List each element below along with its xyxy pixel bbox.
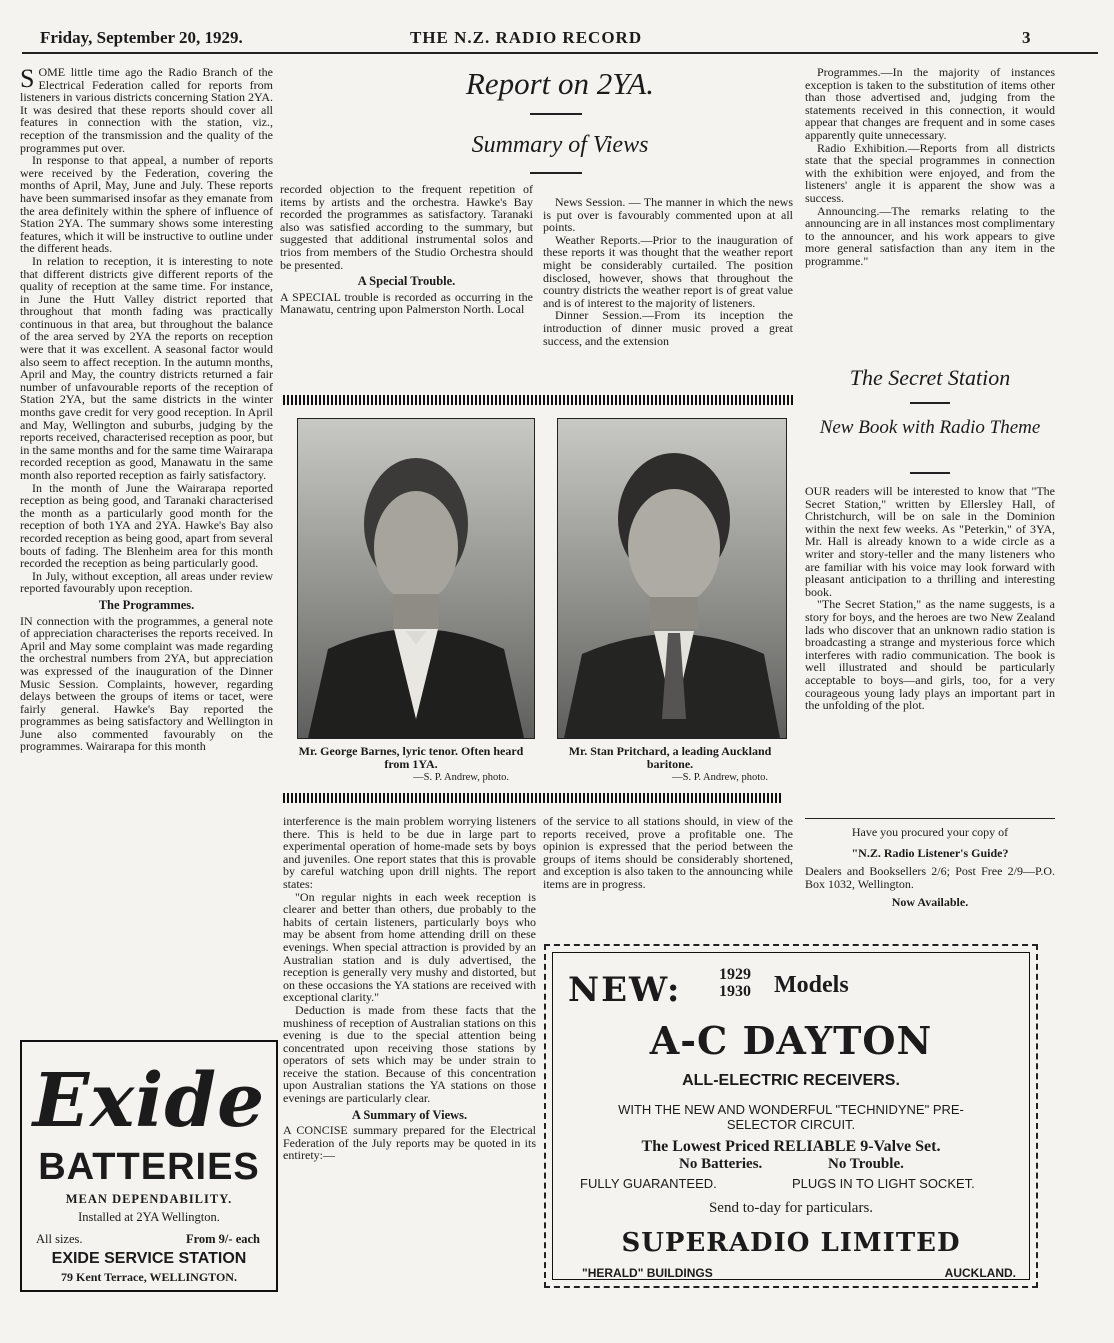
year-1929: 1929 [719, 966, 751, 983]
dayton-guaranteed: FULLY GUARANTEED. [580, 1176, 717, 1191]
intro-paragraph: SOME little time ago the Radio Branch of the Electrical Federation called for reports from listeners in various districts concerning Station 2YA. It was desired that these reports should cover all features in connection with the station, viz., reception of the transmission and the quality of the programmes put over. [20, 64, 273, 155]
article-column-3-bottom [543, 815, 793, 891]
dayton-no-trouble: No Trouble. [828, 1156, 904, 1172]
issue-date: Friday, September 20, 1929. [40, 28, 243, 47]
exide-product: BATTERIES [38, 1146, 260, 1188]
dayton-circuit: WITH THE NEW AND WONDERFUL "TECHNIDYNE" PRE-SELECTOR CIRCUIT. [618, 1102, 964, 1132]
exide-station: EXIDE SERVICE STATION [51, 1250, 247, 1267]
title-divider [530, 113, 582, 115]
secret-station-body [805, 485, 1055, 712]
paragraph: OUR readers will be interested to know that "The Secret Station," written by Ellersley Hall, of Christchurch, will be on sale in the Dominion within the next few weeks. As "Peterkin," of 3YA, Mr. Hall is already known to a wide circle as a writer and story-teller and the many listeners who are familiar with his voice may look forward with pleasant anticipation to a thrilling and interesting book. [805, 484, 1055, 599]
dayton-company: SUPERADIO LIMITED [621, 1228, 961, 1258]
dayton-tagline: ALL-ELECTRIC RECEIVERS. [682, 1072, 900, 1089]
dayton-no-batteries: No Batteries. [679, 1156, 763, 1172]
guide-title: "N.Z. Radio Listener's Guide? [851, 845, 1009, 860]
ornamental-rule-top [283, 395, 793, 405]
article-title: Report on 2YA. [465, 66, 655, 101]
secret-station-divider [910, 402, 950, 404]
guide-notice [805, 826, 1055, 909]
header-rule [22, 52, 1098, 54]
guide-question: Have you procured your copy of [851, 825, 1009, 839]
drop-cap-s: S [20, 64, 35, 93]
article-column-3-top [543, 196, 793, 347]
paragraph: In the month of June the Wairarapa reported reception as being good, and Taranaki characterised the month as a particularly good month for the reception of both 1YA and 2YA. Hawke's Bay also recorded reception as being good, apart from several bouts of fading. The Blenheim area for this month recorded the reception as being particularly good. [20, 480, 273, 571]
secret-station-subtitle: New Book with Radio Theme [819, 417, 1041, 438]
dayton-buildings: "HERALD" BUILDINGS [582, 1266, 713, 1280]
news-session-paragraph: News Session. — The manner in which the news is put over is favourably commented upon at all points. [543, 195, 793, 235]
paragraph: "The Secret Station," as the name suggests, is a story for boys, and the heroes are two New Zealand lads who discover that an unknown radio station is broadcasting a strange and mysterious force which interferes with radio communication. The book is well illustrated and should be particularly acceptable to boys—and girls, too, for a very courageous young lady plays an important part in the unfolding of the plot. [805, 597, 1055, 713]
portrait-image [558, 419, 786, 738]
article-column-2-top [280, 183, 533, 316]
dayton-years [719, 966, 751, 1000]
guide-available: Now Available. [891, 895, 969, 910]
paragraph: In relation to reception, it is interesting to note that different districts give different reports of the quality of reception at the same time. For instance, in June the Hutt Valley district reported that throughout that month fading was practically continuous in that area, but throughout the balance of the area served by 2YA the reports on reception were that it was excellent. A seasonal factor would also seem to affect reception. In the autumn months, April and May, the country districts returned a fair number of unfavourable reports of the reception of Station 2YA, but the same districts in the winter months gave credit for very good reception. In April and May, Wellington and suburbs, judging by the reports received, characterised reception as poor, but in the same months and for the same time Wairarapa recorded reception as good, Manawatu in the same month also reported reception as fairly satisfactory. [20, 253, 273, 482]
article-column-2-bottom [283, 815, 536, 1162]
article-subtitle: Summary of Views [471, 132, 649, 158]
exide-brand: Exide [32, 1058, 266, 1144]
dinner-session-paragraph: Dinner Session.—From its inception the introduction of dinner music proved a great success, and the extension [543, 308, 793, 348]
year-1930: 1930 [719, 983, 751, 1000]
page-number: 3 [1022, 28, 1031, 47]
programmes-note: Programmes.—In the majority of instances exception is taken to the substitution of items other than those advertised and, judging from the statements received in this connection, it would appear that changes are frequent and in some cases apparently quite unnecessary. [805, 65, 1055, 142]
paragraph: In July, without exception, all areas under review reported favourably upon reception. [20, 568, 273, 596]
article-column-1 [20, 66, 273, 753]
exide-price: From 9/- each [185, 1232, 260, 1246]
dayton-advertisement [544, 944, 1038, 1288]
programmes-paragraph: IN connection with the programmes, a general note of appreciation characterises the reports received. In April and May some complaint was made regarding the orchestral numbers from 2YA, but appreciation was expressed of the inauguration of the Dinner Music Session. Complaints, however, regarding delays between the groups of items or tacet, were fairly general. Hawke's Bay reported the programmes as being satisfactory and Wellington in June also commented favourably on the programmes. Wairarapa for this month [20, 613, 273, 754]
secret-station-title: The Secret Station [849, 365, 1011, 390]
photo-stan-pritchard [557, 418, 787, 739]
dayton-lowest-priced: The Lowest Priced RELIABLE 9-Valve Set. [641, 1138, 941, 1155]
photo-george-barnes [297, 418, 535, 739]
weather-paragraph: Weather Reports.—Prior to the inauguration of these reports it was thought that the weather report might be considerably curtailed. The position disclosed, however, shows that throughout the country districts the weather report is of great value and is of interest to the majority of listeners. [543, 232, 793, 310]
special-trouble-heading: A Special Trouble. [357, 274, 456, 289]
subtitle-divider [530, 172, 582, 174]
announcing-note: Announcing.—The remarks relating to the announcing are in all instances most complimentary to the announcer, and his work appears to give more general satisfaction than any item in the programme." [805, 203, 1055, 268]
programmes-heading: The Programmes. [98, 597, 195, 612]
dayton-city: AUCKLAND. [944, 1266, 1016, 1280]
dayton-new: NEW: [568, 970, 682, 1010]
quoted-paragraph: "On regular nights in each week reception is clearer and better than others, due probably to the habits of certain listeners, particularly boys who may be absent from home attending drill on these evenings. When special attraction is provided by an Australian station and is duly advertised, the reception is generally very mushy and distorted, but on these occasions the YA stations are received with exceptional clarity." [283, 889, 536, 1005]
photo-caption-barnes: Mr. George Barnes, lyric tenor. Often heard from 1YA. —S. P. Andrew, photo. [298, 744, 524, 783]
ornamental-rule-bottom [283, 793, 783, 803]
exide-sizes: All sizes. [36, 1232, 83, 1246]
masthead: THE N.Z. RADIO RECORD [410, 28, 643, 47]
dayton-brand: A-C DAYTON [649, 1018, 933, 1063]
exhibition-note: Radio Exhibition.—Reports from all districts state that the special programmes in connection with the exhibition were enjoyed, and from the listeners' angle it is apparent the show was a success. [805, 140, 1055, 205]
guide-details: Dealers and Booksellers 2/6; Post Free 2/9—P.O. Box 1032, Wellington. [805, 864, 1055, 891]
dayton-models: Models [774, 972, 849, 998]
photo-caption-pritchard: Mr. Stan Pritchard, a leading Auckland baritone. —S. P. Andrew, photo. [568, 744, 772, 783]
portrait-image [298, 419, 534, 738]
dayton-plugs: PLUGS IN TO LIGHT SOCKET. [792, 1176, 975, 1191]
paragraph: In response to that appeal, a number of reports were received by the Federation, covering the months of April, May, June and July. These reports have been summarised insofar as they emanate from the area definitely within the sphere of influence of Station 2YA. The summary shows some interesting features, which it will be instructive to outline under the different heads. [20, 153, 273, 256]
summary-paragraph: A CONCISE summary prepared for the Electrical Federation of the July reports may be quoted in its entirety:— [283, 1123, 536, 1163]
article-column-4 [805, 66, 1055, 268]
paragraph: interference is the main problem worrying listeners there. This is held to be due in large part to experimental operation of home-made sets by boys and juveniles. One report states that this is provable by careful watching upon drill nights. The report states: [283, 814, 536, 891]
dayton-send: Send to-day for particulars. [708, 1200, 874, 1216]
paragraph: Deduction is made from these facts that the mushiness of reception of Australian stations on this evening is due to the special attention being concentrated upon receiving those stations by operators of sets which may be under strain to receive the station. Because of this concentration upon Australian stations the YA stations on those evenings are particularly clear. [283, 1002, 536, 1106]
special-trouble-paragraph: A SPECIAL trouble is recorded as occurring in the Manawatu, centring upon Palmerston North. Local [280, 289, 533, 317]
exide-advertisement [20, 1040, 278, 1292]
exide-slogan: MEAN DEPENDABILITY. [65, 1192, 233, 1206]
exide-address: 79 Kent Terrace, WELLINGTON. [61, 1270, 237, 1284]
notice-rule [805, 818, 1055, 819]
exide-installed: Installed at 2YA Wellington. [78, 1210, 220, 1224]
paragraph: recorded objection to the frequent repetition of items by artists and the orchestra. Hawke's Bay recorded the programmes as satisfactory. Taranaki also was satisfied according to the summary, but suggested that additional instrumental solos and trios from members of the Studio Orchestra should be presented. [280, 182, 533, 272]
summary-heading: A Summary of Views. [351, 1107, 468, 1122]
paragraph: of the service to all stations should, in view of the reports received, prove a profitable one. The opinion is expressed that the period between the groups of items should be considerably shortened, and exception is also taken to the announcing while items are in progress. [543, 814, 793, 891]
secret-subtitle-divider [910, 472, 950, 474]
